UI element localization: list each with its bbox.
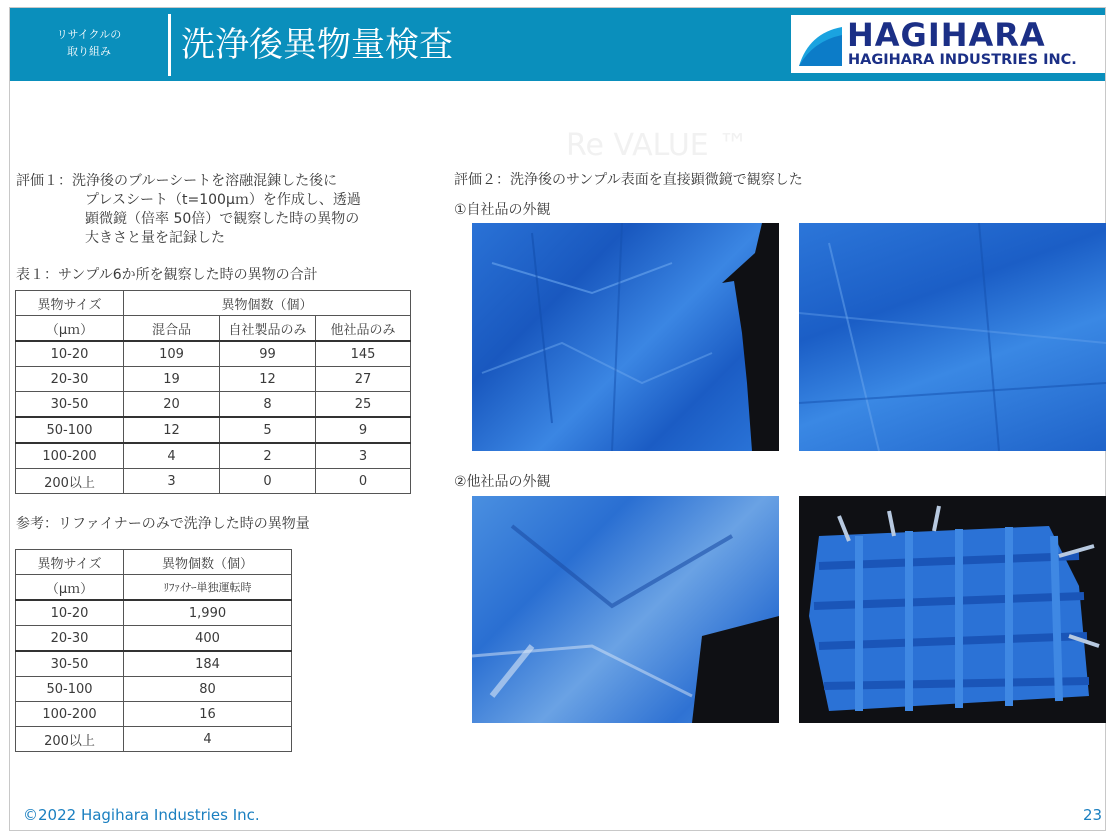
company-logo — [791, 15, 1105, 73]
table-cell: 20-30 — [16, 367, 124, 392]
table-cell: 4 — [124, 443, 220, 469]
own-product-photo-1 — [472, 223, 779, 451]
table-row — [16, 341, 411, 367]
table-row — [16, 600, 292, 626]
table-cell: 25 — [316, 392, 411, 418]
evaluation1-line2: プレスシート（t=100μｍ）を作成し、透過 — [85, 192, 361, 208]
woven-tarp-icon — [799, 496, 1106, 723]
table-row — [16, 392, 411, 418]
section-label — [34, 26, 144, 60]
table2-header-count: 異物個数（個） — [124, 550, 292, 575]
table-cell: 8 — [220, 392, 316, 418]
table2-header-unit: （μｍ） — [16, 575, 124, 601]
table2-header-size: 異物サイズ — [16, 550, 124, 575]
table-cell: 80 — [124, 677, 292, 702]
evaluation2-title: 評価２：洗浄後のサンプル表面を直接顕微鏡で観察した — [454, 172, 803, 188]
table-row — [16, 367, 411, 392]
table-cell: 5 — [220, 417, 316, 443]
table-row — [16, 626, 292, 652]
table1-caption: 表１：サンプル6か所を観察した時の異物の合計 — [16, 267, 318, 283]
logo-name: HAGIHARA — [847, 16, 1046, 54]
evaluation1-line4: 大きさと量を記録した — [85, 230, 225, 246]
own-product-photo-2 — [799, 223, 1106, 451]
table-cell: 3 — [124, 469, 220, 494]
section-label-line1: リサイクルの — [56, 28, 122, 41]
table-cell: 10-20 — [16, 600, 124, 626]
table-cell: 50-100 — [16, 677, 124, 702]
logo-mark-icon — [799, 23, 842, 66]
logo-subtitle: HAGIHARA INDUSTRIES INC. — [848, 52, 1077, 68]
table-cell: 109 — [124, 341, 220, 367]
tarp-texture-icon — [472, 496, 779, 723]
other-product-photo-1 — [472, 496, 779, 723]
table-cell: 30-50 — [16, 651, 124, 677]
table-cell: 20 — [124, 392, 220, 418]
own-product-label: ①自社品の外観 — [454, 202, 551, 218]
table-cell: 200以上 — [16, 469, 124, 494]
table-cell: 2 — [220, 443, 316, 469]
table-row — [16, 443, 411, 469]
watermark: Re VALUE ™ — [566, 128, 749, 163]
evaluation1-text — [16, 172, 361, 248]
section-label-line2: 取り組み — [67, 45, 111, 58]
table-cell: 100-200 — [16, 702, 124, 727]
page-number: 23 — [1083, 806, 1103, 824]
table-cell: 16 — [124, 702, 292, 727]
other-product-photo-2 — [799, 496, 1106, 723]
table-cell: 184 — [124, 651, 292, 677]
table1-col-mixed: 混合品 — [124, 316, 220, 342]
table1-header-size: 異物サイズ — [16, 291, 124, 316]
table-cell: 20-30 — [16, 626, 124, 652]
footer-copyright: ©2022 Hagihara Industries Inc. — [23, 806, 260, 824]
table-cell: 1,990 — [124, 600, 292, 626]
table-cell: 3 — [316, 443, 411, 469]
page-title: 洗浄後異物量検査 — [181, 25, 453, 65]
table-cell: 0 — [220, 469, 316, 494]
table-row — [16, 702, 292, 727]
tarp-texture-icon — [472, 223, 779, 451]
table-cell: 30-50 — [16, 392, 124, 418]
table-row — [16, 677, 292, 702]
table-cell: 100-200 — [16, 443, 124, 469]
evaluation1-line3: 顕微鏡（倍率 50倍）で観察した時の異物の — [85, 211, 360, 227]
table1-col-own: 自社製品のみ — [220, 316, 316, 342]
table-cell: 9 — [316, 417, 411, 443]
table-cell: 4 — [124, 727, 292, 752]
evaluation1-line1: 評価１：洗浄後のブルーシートを溶融混錬した後に — [16, 173, 338, 189]
table2 — [15, 549, 292, 752]
table-cell: 50-100 — [16, 417, 124, 443]
table-cell: 99 — [220, 341, 316, 367]
table-cell: 12 — [220, 367, 316, 392]
table-row — [16, 651, 292, 677]
table2-col-refiner: ﾘﾌｧｲﾅｰ単独運転時 — [124, 575, 292, 601]
table-cell: 400 — [124, 626, 292, 652]
table-cell: 10-20 — [16, 341, 124, 367]
table-cell: 200以上 — [16, 727, 124, 752]
other-product-label: ②他社品の外観 — [454, 474, 551, 490]
table-row — [16, 727, 292, 752]
table1-header-unit: （μｍ） — [16, 316, 124, 342]
header-divider — [168, 14, 171, 76]
table-cell: 145 — [316, 341, 411, 367]
table-cell: 27 — [316, 367, 411, 392]
table-cell: 0 — [316, 469, 411, 494]
table-row — [16, 469, 411, 494]
table1-col-other: 他社品のみ — [316, 316, 411, 342]
table-cell: 12 — [124, 417, 220, 443]
table-row — [16, 417, 411, 443]
table1 — [15, 290, 411, 494]
table2-caption: 参考：リファイナーのみで洗浄した時の異物量 — [16, 516, 310, 532]
table-cell: 19 — [124, 367, 220, 392]
tarp-texture-icon — [799, 223, 1106, 451]
table1-header-count: 異物個数（個） — [124, 291, 411, 316]
